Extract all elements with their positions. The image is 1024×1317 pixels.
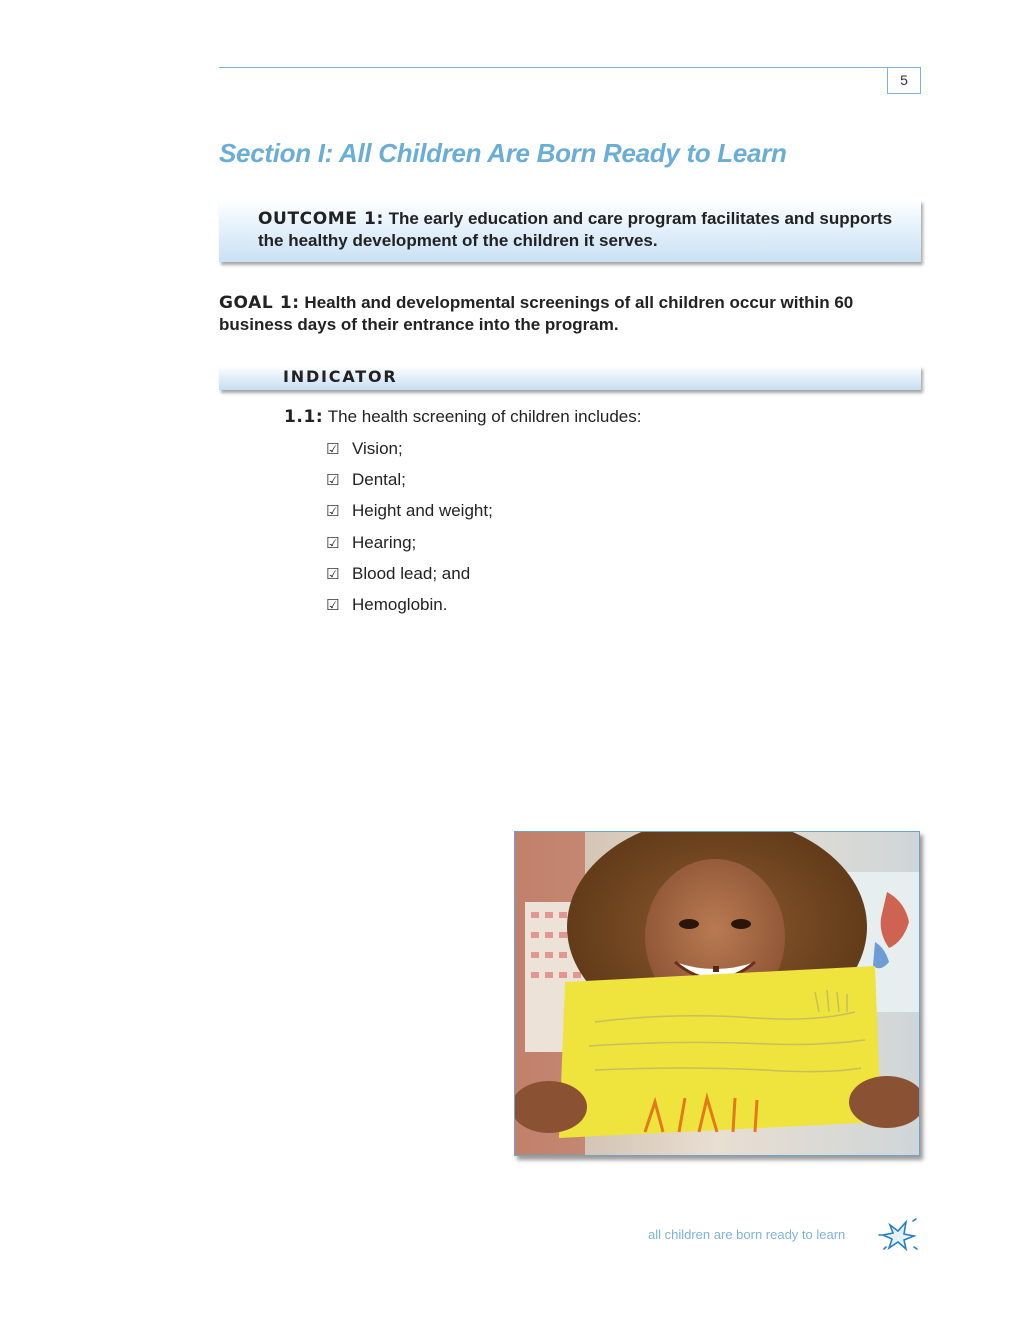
checklist-item bbox=[326, 500, 493, 531]
checklist-item-label: Vision; bbox=[352, 439, 403, 458]
indicator-item-text: The health screening of children includes: bbox=[323, 407, 642, 426]
checklist-item bbox=[326, 469, 493, 500]
checklist-item-label: Dental; bbox=[352, 470, 406, 490]
checkbox-checked-icon: ☑ bbox=[326, 564, 340, 583]
footer-tagline: all children are born ready to learn bbox=[648, 1227, 846, 1242]
checklist-item-label: Hemoglobin. bbox=[352, 594, 448, 614]
indicator-item bbox=[284, 406, 642, 428]
page-number: 5 bbox=[887, 67, 921, 94]
checklist-item bbox=[326, 594, 493, 625]
outcome-text bbox=[258, 208, 898, 252]
outcome-description: The early education and care program facilitates and supports the healthy development of the children it serves. bbox=[258, 209, 893, 250]
child-photo-illustration bbox=[515, 832, 919, 1155]
screening-checklist bbox=[326, 438, 493, 625]
indicator-bar bbox=[219, 366, 921, 390]
checkbox-checked-icon: ☑ bbox=[326, 502, 340, 521]
checklist-item-label: Blood lead; and bbox=[352, 563, 471, 583]
goal-description: Health and developmental screenings of all children occur within 60 business days of their entrance into the program. bbox=[219, 293, 854, 334]
outcome-box bbox=[219, 200, 921, 262]
indicator-item-number: 1.1: bbox=[284, 407, 324, 427]
checklist-item bbox=[326, 563, 493, 594]
checklist-item-label: Hearing; bbox=[352, 532, 417, 552]
checkbox-checked-icon: ☑ bbox=[326, 471, 340, 490]
checkbox-checked-icon: ☑ bbox=[326, 440, 340, 458]
checklist-item bbox=[326, 532, 493, 563]
checkbox-checked-icon: ☑ bbox=[326, 533, 340, 552]
checkbox-checked-icon: ☑ bbox=[326, 595, 340, 614]
outcome-label: OUTCOME 1: bbox=[258, 209, 384, 229]
star-burst-icon bbox=[876, 1217, 920, 1253]
goal-text bbox=[219, 292, 919, 336]
goal-label: GOAL 1: bbox=[219, 293, 300, 313]
header-rule bbox=[219, 67, 921, 68]
checklist-item-label: Height and weight; bbox=[352, 501, 493, 521]
indicator-heading: INDICATOR bbox=[283, 367, 398, 386]
section-title: Section I: All Children Are Born Ready to Learn bbox=[219, 138, 787, 168]
child-photo bbox=[514, 831, 920, 1156]
checklist-item bbox=[326, 438, 493, 469]
